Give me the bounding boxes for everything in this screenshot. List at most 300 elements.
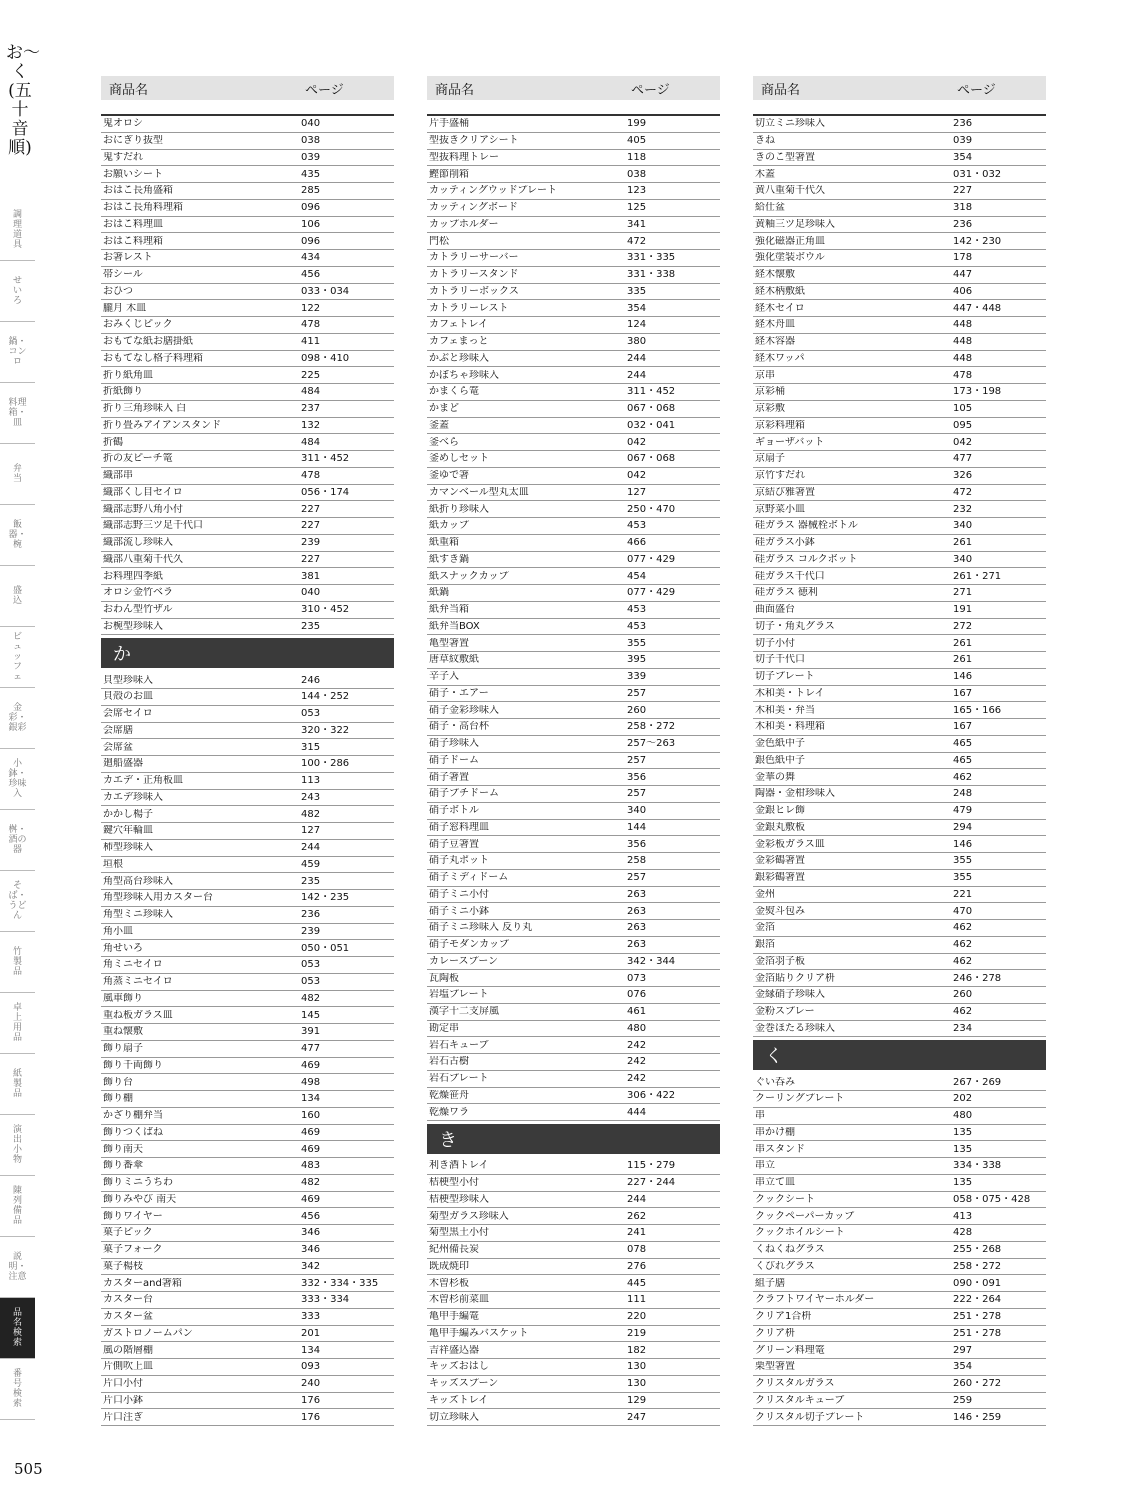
page-ref: 076 (627, 989, 647, 1001)
page-ref: 340 (627, 805, 647, 817)
product-name: 硝子ミニ小鉢 (429, 905, 489, 917)
page-ref: 191 (953, 604, 973, 616)
product-name: お箸レスト (103, 252, 153, 264)
product-name: おみくじピック (103, 319, 173, 331)
index-row (101, 418, 394, 435)
index-row (427, 1225, 720, 1242)
page-ref: 246・278 (953, 972, 1002, 984)
index-column-1 (101, 76, 394, 1426)
product-name: 織部串 (103, 470, 133, 482)
page-ref: 135 (953, 1177, 973, 1189)
header-product-name: 商品名 (435, 82, 475, 98)
sidebar-item[interactable]: 紙製品 (0, 1054, 35, 1115)
product-name: 菊型ガラス珍味入 (429, 1210, 509, 1222)
index-row (753, 418, 1046, 435)
header-product-name: 商品名 (761, 82, 801, 98)
product-name: クックペーパーカップ (755, 1210, 855, 1222)
page-ref: 042 (953, 436, 973, 448)
page-ref: 462 (953, 922, 973, 934)
index-row (427, 1088, 720, 1105)
product-name: カップホルダー (429, 218, 499, 230)
sidebar-item[interactable]: 陳列備品 (0, 1176, 35, 1237)
index-row (753, 250, 1046, 267)
index-row (427, 384, 720, 401)
index-row (101, 907, 394, 924)
index-row (753, 116, 1046, 133)
product-name: 岩石プレート (429, 1073, 489, 1085)
product-name: 陶器・金柑珍味入 (755, 788, 835, 800)
index-row (427, 669, 720, 686)
product-name: 折り三角珍味入 白 (103, 403, 187, 415)
page-ref: 032・041 (627, 419, 676, 431)
index-row (427, 501, 720, 518)
product-name: 型抜きクリアシート (429, 135, 519, 147)
product-name: 片口小付 (103, 1378, 143, 1390)
index-column-3 (753, 76, 1046, 1426)
page-ref: 236 (301, 909, 321, 921)
index-row (101, 166, 394, 183)
product-name: 栗型箸置 (755, 1361, 795, 1373)
sidebar-item[interactable]: 桝・酒の器 (0, 810, 35, 871)
index-row (427, 1409, 720, 1426)
page-number: 505 (14, 1460, 43, 1478)
product-name: くびれグラス (755, 1260, 815, 1272)
page-ref: 477 (301, 1043, 321, 1055)
product-name: 乾燥ワラ (429, 1106, 469, 1118)
product-name: 京串 (755, 369, 775, 381)
product-name: 利き酒トレイ (429, 1160, 489, 1172)
page-ref: 105 (953, 403, 973, 415)
product-name: 京竹すだれ (755, 470, 805, 482)
page-ref: 461 (627, 1006, 647, 1018)
product-name: かまくら篭 (429, 386, 479, 398)
product-name: クックホイルシート (755, 1227, 845, 1239)
index-row (101, 401, 394, 418)
sidebar-item[interactable]: 料理箱・皿 (0, 383, 35, 444)
page-ref: 405 (627, 135, 647, 147)
index-row (101, 217, 394, 234)
product-name: かぼちゃ珍味入 (429, 369, 499, 381)
page-ref: 144 (627, 821, 647, 833)
product-name: 漢字十二支屏風 (429, 1006, 499, 1018)
index-row (427, 736, 720, 753)
product-name: 会席膳 (103, 724, 133, 736)
index-row (101, 501, 394, 518)
page-ref: 469 (301, 1143, 321, 1155)
index-row (101, 806, 394, 823)
index-row (753, 1309, 1046, 1326)
index-row (753, 602, 1046, 619)
page-ref: 263 (627, 905, 647, 917)
product-name: 串 (755, 1110, 765, 1122)
index-row (753, 1342, 1046, 1359)
page-ref: 255・268 (953, 1244, 1002, 1256)
index-row (427, 334, 720, 351)
page-ref: 261 (953, 654, 973, 666)
index-row (101, 974, 394, 991)
index-rows (101, 114, 394, 1426)
page-ref: 242 (627, 1073, 647, 1085)
page-ref: 472 (627, 235, 647, 247)
index-row (101, 790, 394, 807)
page-ref: 272 (953, 620, 973, 632)
index-row (427, 1158, 720, 1175)
page-ref: 326 (953, 470, 973, 482)
product-name: お願いシート (103, 168, 163, 180)
product-name: 硝子ミディドーム (429, 872, 509, 884)
product-name: かかし楊子 (103, 808, 153, 820)
page-ref: 356 (627, 771, 647, 783)
index-row (753, 887, 1046, 904)
product-name: 唐草紋敷紙 (429, 654, 479, 666)
product-name: 金熨斗包み (755, 905, 805, 917)
product-name: 釜蓋 (429, 419, 449, 431)
product-name: 金粉スプレー (755, 1006, 815, 1018)
product-name: かぶと珍味入 (429, 352, 489, 364)
index-row (427, 786, 720, 803)
page-ref: 355 (627, 637, 647, 649)
product-name: 垣根 (103, 858, 123, 870)
product-name: 角ミニセイロ (103, 959, 163, 971)
product-name: 折の友ピーチ篭 (103, 453, 173, 465)
product-name: 硅ガラス 徳利 (755, 587, 818, 599)
page-ref: 242 (627, 1056, 647, 1068)
page-ref: 239 (301, 537, 321, 549)
page-ref: 355 (953, 872, 973, 884)
sidebar-item[interactable]: 金彩・銀彩 (0, 688, 35, 749)
index-row (101, 857, 394, 874)
index-row (101, 485, 394, 502)
index-row (753, 1091, 1046, 1108)
product-name: 硝子丸ポット (429, 855, 489, 867)
page-ref: 391 (301, 1026, 321, 1038)
index-row (101, 1058, 394, 1075)
index-row (753, 233, 1046, 250)
page-ref: 453 (627, 604, 647, 616)
index-row (101, 924, 394, 941)
page-ref: 227 (301, 503, 321, 515)
sidebar-item[interactable]: 演出小物 (0, 1115, 35, 1176)
product-name: ギョーザバット (755, 436, 825, 448)
product-name: 切子プレート (755, 671, 815, 683)
product-name: 組子膳 (755, 1277, 785, 1289)
index-row (427, 619, 720, 636)
product-name: 織部くし目セイロ (103, 486, 183, 498)
product-name: クリア1合枡 (755, 1311, 812, 1323)
index-row (101, 183, 394, 200)
page-ref: 480 (953, 1110, 973, 1122)
product-name: 経木ワッパ (755, 352, 805, 364)
page-ref: 165・166 (953, 704, 1002, 716)
product-name: 角型珍味入用カスター台 (103, 892, 213, 904)
index-row (427, 870, 720, 887)
product-name: 折鶴 (103, 436, 123, 448)
page-ref: 244 (627, 369, 647, 381)
product-name: 釜めしセット (429, 453, 489, 465)
index-row (753, 1359, 1046, 1376)
index-row (101, 823, 394, 840)
index-row (101, 552, 394, 569)
product-name: お椀型珍味入 (103, 620, 163, 632)
page-ref: 053 (301, 708, 321, 720)
product-name: クリア枡 (755, 1327, 795, 1339)
index-row (427, 1021, 720, 1038)
product-name: カフェトレイ (429, 319, 488, 331)
page-ref: 173・198 (953, 386, 1002, 398)
page-ref: 058・075・428 (953, 1193, 1031, 1205)
page-ref: 225 (301, 369, 321, 381)
product-name: 織部志野三ツ足千代口 (103, 520, 203, 532)
page-ref: 333 (301, 1311, 321, 1323)
sidebar-item[interactable]: 卓上用品 (0, 993, 35, 1054)
index-row (101, 1175, 394, 1192)
product-name: おひつ (103, 285, 133, 297)
index-row (101, 434, 394, 451)
index-row (753, 954, 1046, 971)
index-row (427, 1359, 720, 1376)
page-ref: 050・051 (301, 942, 350, 954)
product-name: 織部流し珍味入 (103, 537, 173, 549)
index-row (101, 568, 394, 585)
product-name: 紙すき鍋 (429, 553, 469, 565)
page-ref: 263 (627, 922, 647, 934)
index-row (753, 351, 1046, 368)
sidebar-item[interactable]: 説明・注意 (0, 1237, 35, 1298)
index-row (753, 736, 1046, 753)
page-ref: 466 (627, 537, 647, 549)
page-ref: 142・230 (953, 235, 1002, 247)
page-ref: 354 (627, 302, 647, 314)
product-name: 硅ガラス千代口 (755, 570, 825, 582)
page-ref: 354 (953, 151, 973, 163)
page-ref: 263 (627, 939, 647, 951)
index-row (753, 1292, 1046, 1309)
product-name: 京彩桶 (755, 386, 785, 398)
product-name: 京野菜小皿 (755, 503, 805, 515)
product-name: 鍵穴年輪皿 (103, 825, 153, 837)
product-name: カフェまっと (429, 336, 489, 348)
page-ref: 146・259 (953, 1411, 1002, 1423)
product-name: 紙弁当箱 (429, 604, 469, 616)
product-name: 硝子ミニ小付 (429, 888, 489, 900)
sidebar-item[interactable]: 小鉢・珍味入 (0, 749, 35, 810)
product-name: 乾燥笹舟 (429, 1089, 469, 1101)
index-row (101, 1041, 394, 1058)
page-ref: 132 (301, 419, 321, 431)
product-name: カレースプーン (429, 955, 498, 967)
page-ref: 127 (301, 825, 321, 837)
index-row (427, 1208, 720, 1225)
product-name: 織部八重菊千代久 (103, 553, 183, 565)
product-name: 型抜料理トレー (429, 151, 499, 163)
index-row (427, 1309, 720, 1326)
column-header (427, 76, 720, 100)
page-ref: 221 (953, 888, 973, 900)
sidebar-item[interactable]: 弁当 (0, 444, 35, 505)
index-row (753, 1409, 1046, 1426)
index-row (427, 468, 720, 485)
page-ref: 465 (953, 754, 973, 766)
index-row (427, 233, 720, 250)
kana-section-header: か (101, 638, 394, 668)
index-row (427, 1393, 720, 1410)
page-ref: 484 (301, 386, 321, 398)
index-row (427, 652, 720, 669)
page-ref: 111 (627, 1294, 647, 1306)
sidebar-item[interactable]: 調理道具 (0, 200, 35, 261)
index-row (753, 702, 1046, 719)
page-ref: 340 (953, 520, 973, 532)
product-name: 金彩鶴箸置 (755, 855, 805, 867)
page-ref: 222・264 (953, 1294, 1002, 1306)
page-ref: 469 (301, 1126, 321, 1138)
index-row (753, 1208, 1046, 1225)
product-name: きのこ型箸置 (755, 151, 815, 163)
index-row (753, 686, 1046, 703)
page-ref: 219 (627, 1327, 647, 1339)
index-row (101, 233, 394, 250)
page-ref: 445 (627, 1277, 647, 1289)
product-name: カスターand箸箱 (103, 1277, 182, 1289)
page-ref: 125 (627, 202, 647, 214)
page-ref: 129 (627, 1394, 647, 1406)
index-row (427, 418, 720, 435)
product-name: カマンベール型丸太皿 (429, 486, 529, 498)
product-name: 硝子窓料理皿 (429, 821, 489, 833)
page-ref: 123 (627, 185, 647, 197)
page-ref: 267・269 (953, 1076, 1002, 1088)
index-row (101, 518, 394, 535)
product-name: 木蓋 (755, 168, 775, 180)
index-row (427, 803, 720, 820)
page-ref: 067・068 (627, 403, 676, 415)
index-row (427, 1342, 720, 1359)
index-row (427, 1259, 720, 1276)
sidebar-item[interactable]: 盛込 (0, 566, 35, 627)
page-ref: 342 (301, 1260, 321, 1272)
index-row (101, 991, 394, 1008)
page-ref: 251・278 (953, 1311, 1002, 1323)
page-ref: 462 (953, 939, 973, 951)
index-row (753, 1158, 1046, 1175)
index-row (101, 1091, 394, 1108)
product-name: お料理四季紙 (103, 570, 163, 582)
product-name: 片口注ぎ (103, 1411, 143, 1423)
index-row (101, 940, 394, 957)
index-row (753, 1393, 1046, 1410)
product-name: 経木懐敷 (755, 269, 795, 281)
index-row (753, 401, 1046, 418)
index-row (753, 1004, 1046, 1021)
product-name: 紙カップ (429, 520, 469, 532)
page-ref: 113 (301, 775, 321, 787)
page-ref: 311・452 (627, 386, 676, 398)
index-row (101, 1125, 394, 1142)
page-ref: 469 (301, 1193, 321, 1205)
page-ref: 459 (301, 858, 321, 870)
page-ref: 130 (627, 1378, 647, 1390)
page-ref: 115・279 (627, 1160, 676, 1172)
page-ref: 453 (627, 620, 647, 632)
page-ref: 333・334 (301, 1294, 350, 1306)
product-name: 岩石キューブ (429, 1039, 489, 1051)
product-name: 飾りワイヤー (103, 1210, 163, 1222)
page-ref: 236 (953, 218, 973, 230)
page-ref: 236 (953, 118, 973, 130)
sidebar-item[interactable]: 番号検索 (0, 1359, 35, 1420)
sidebar-item[interactable]: せいろ (0, 261, 35, 322)
product-name: クラフトワイヤーホルダー (755, 1294, 875, 1306)
index-row (753, 434, 1046, 451)
page-ref: 134 (301, 1344, 321, 1356)
index-row (753, 367, 1046, 384)
page-ref: 202 (953, 1093, 973, 1105)
product-name: 硝子金彩珍味入 (429, 704, 499, 716)
page-ref: 341 (627, 218, 647, 230)
header-product-name: 商品名 (109, 82, 149, 98)
page-ref: 042 (627, 436, 647, 448)
page-ref: 239 (301, 925, 321, 937)
index-row (427, 920, 720, 937)
product-name: 切子小付 (755, 637, 795, 649)
index-row (753, 552, 1046, 569)
index-row (101, 723, 394, 740)
sidebar-item[interactable]: 品名検索 (0, 1298, 35, 1359)
page-ref: 260 (953, 989, 973, 1001)
page-ref: 160 (301, 1110, 321, 1122)
page-ref: 232 (953, 503, 973, 515)
index-row (427, 585, 720, 602)
index-row (427, 1292, 720, 1309)
page-ref: 477 (953, 453, 973, 465)
index-row (427, 602, 720, 619)
index-row (427, 133, 720, 150)
page-ref: 251・278 (953, 1327, 1002, 1339)
product-name: 鰹節削箱 (429, 168, 469, 180)
page-ref: 244 (627, 352, 647, 364)
product-name: 鬼オロシ (103, 118, 143, 130)
sidebar-item[interactable]: そば・うどん (0, 871, 35, 932)
product-name: 柿型珍味入 (103, 842, 153, 854)
product-name: くねくねグラス (755, 1244, 825, 1256)
product-name: 亀甲手編篭 (429, 1311, 479, 1323)
sidebar-item[interactable]: 飯器・椀 (0, 505, 35, 566)
page-ref: 331・338 (627, 269, 676, 281)
index-row (101, 1292, 394, 1309)
sidebar-item[interactable]: 竹製品 (0, 932, 35, 993)
index-row (753, 1021, 1046, 1038)
product-name: クーリングプレート (755, 1093, 845, 1105)
index-row (101, 116, 394, 133)
index-row (427, 200, 720, 217)
index-row (101, 284, 394, 301)
page-ref: 127 (627, 486, 647, 498)
index-row (101, 1074, 394, 1091)
product-name: 京扇子 (755, 453, 785, 465)
index-row (101, 535, 394, 552)
sidebar-item[interactable]: 鍋・コンロ (0, 322, 35, 383)
page-ref: 411 (301, 336, 321, 348)
page-ref: 098・410 (301, 352, 350, 364)
page-ref: 346 (301, 1244, 321, 1256)
product-name: 切子千代口 (755, 654, 805, 666)
product-name: カトラリースタンド (429, 269, 519, 281)
product-name: 銀彩鶴箸置 (755, 872, 805, 884)
product-name: 金箔 (755, 922, 775, 934)
page-ref: 261・271 (953, 570, 1002, 582)
sidebar-item[interactable]: ビュッフェ (0, 627, 35, 688)
page-ref: 250・470 (627, 503, 676, 515)
